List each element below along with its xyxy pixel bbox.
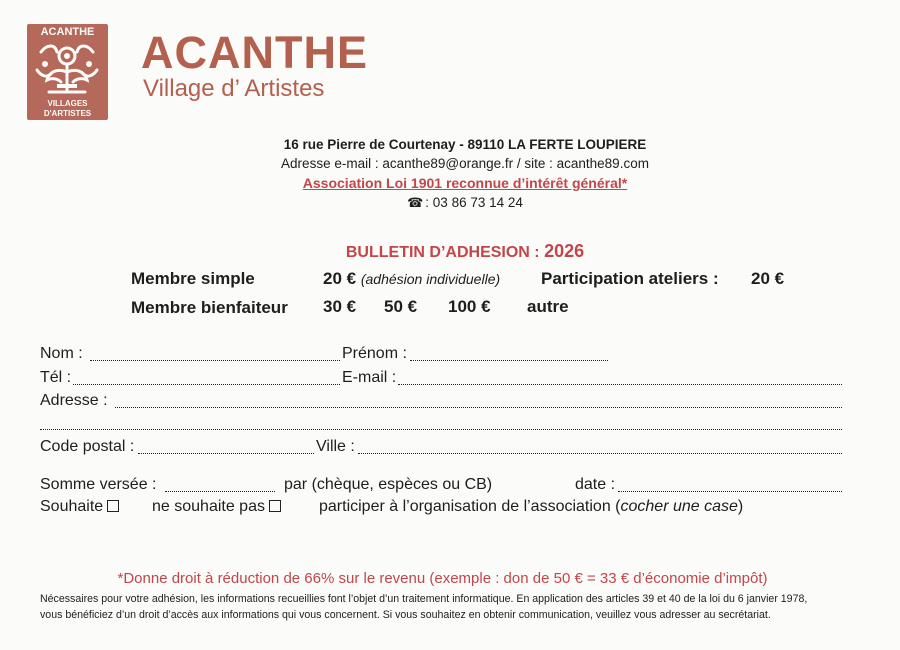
prenom-field[interactable] <box>410 359 608 361</box>
donor-option-other: autre <box>527 297 569 316</box>
souhaite-option <box>40 499 119 515</box>
somme-field[interactable] <box>165 490 275 492</box>
participation-close: ) <box>737 498 744 515</box>
svg-text:VILLAGES: VILLAGES <box>47 99 88 108</box>
telephone-icon: ☎ <box>407 195 424 210</box>
ville-field[interactable] <box>358 452 842 454</box>
ne-souhaite-pas-label: ne souhaite pas <box>152 498 265 515</box>
svg-text:ACANTHE: ACANTHE <box>40 26 95 38</box>
ne-souhaite-pas-option <box>152 499 281 515</box>
simple-member-price <box>323 270 500 287</box>
ville-label: Ville : <box>316 438 355 455</box>
brand-subtitle: Village d’ Artistes <box>143 75 325 102</box>
donor-option-50: 50 € <box>384 297 418 316</box>
donor-option-30: 30 € <box>323 297 357 316</box>
tax-reduction-note: *Donne droit à réduction de 66% sur le revenu (exemple : don de 50 € = 33 € d’économie d’impôt) <box>117 570 768 587</box>
prenom-label: Prénom : <box>342 345 407 362</box>
email-field[interactable] <box>398 383 842 385</box>
date-field[interactable] <box>618 490 842 492</box>
participation-text <box>319 499 743 515</box>
souhaite-checkbox[interactable] <box>107 500 119 512</box>
ne-souhaite-pas-checkbox[interactable] <box>269 500 281 512</box>
souhaite-label: Souhaite <box>40 498 104 515</box>
check-instruction: cocher une case <box>620 498 738 515</box>
workshop-label: Participation ateliers : <box>541 269 719 288</box>
simple-member-amount: 20 € <box>323 269 357 288</box>
simple-member-note: (adhésion individuelle) <box>360 271 501 287</box>
somme-label: Somme versée : <box>40 476 157 493</box>
contact-line: Adresse e-mail : acanthe89@orange.fr / site : acanthe89.com <box>281 156 649 171</box>
email-label: E-mail : <box>342 369 397 386</box>
brand-name: ACANTHE <box>141 27 368 78</box>
association-status: Association Loi 1901 reconnue d’intérêt général* <box>302 175 628 191</box>
legal-notice-line-2: vous bénéficiez d’un droit d’accès aux informations qui vous concernent. Si vous souhaitez en obtenir communication, veuillez vous adresser au secrétariat. <box>40 609 771 621</box>
date-label: date : <box>575 476 616 493</box>
adresse-field[interactable] <box>115 406 842 408</box>
donor-member-label: Membre bienfaiteur <box>131 298 288 317</box>
donor-option-100: 100 € <box>448 297 491 316</box>
payment-method-label: par (chèque, espèces ou CB) <box>284 476 493 493</box>
phone-number: : 03 86 73 14 24 <box>425 195 523 210</box>
tel-label: Tél : <box>40 369 72 386</box>
phone-line <box>0 195 900 211</box>
code-postal-field[interactable] <box>138 452 314 454</box>
adresse-label: Adresse : <box>40 392 108 409</box>
nom-field[interactable] <box>90 359 340 361</box>
bulletin-title-text: BULLETIN D’ADHESION : <box>345 244 540 261</box>
bulletin-title <box>0 241 900 262</box>
acanthe-logo <box>27 24 108 120</box>
postal-address: 16 rue Pierre de Courtenay - 89110 LA FERTE LOUPIERE <box>283 137 647 152</box>
legal-notice-line-1: Nécessaires pour votre adhésion, les informations recueillies font l’objet d’un traitement informatique. En application des articles 39 et 40 de la loi du 6 janvier 1978, <box>40 593 808 605</box>
adresse-field-line2[interactable] <box>40 428 842 430</box>
svg-text:D'ARTISTES: D'ARTISTES <box>43 109 92 118</box>
simple-member-label: Membre simple <box>131 269 255 288</box>
participation-label: participer à l’organisation de l’association ( <box>319 498 621 515</box>
nom-label: Nom : <box>40 345 83 362</box>
tel-field[interactable] <box>73 383 340 385</box>
workshop-price: 20 € <box>751 269 785 288</box>
code-postal-label: Code postal : <box>40 438 135 455</box>
bulletin-year: 2026 <box>544 241 585 261</box>
